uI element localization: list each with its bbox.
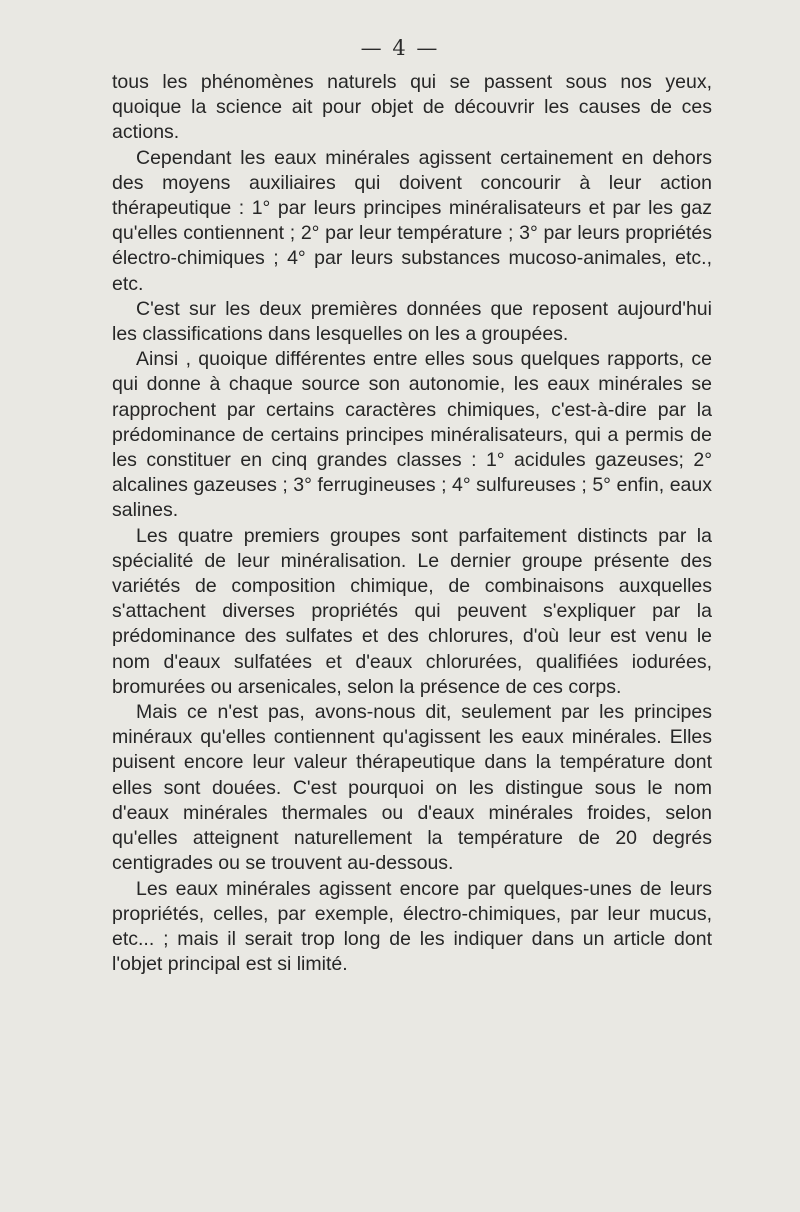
paragraph-1: tous les phénomènes naturels qui se passent sous nos yeux, quoique la science ait pour objet de découvrir les causes de ces actions. xyxy=(112,71,712,144)
paragraph-7: Les eaux minérales agissent encore par quelques-unes de leurs propriétés, celles, par exemple, électro-chimiques, par leur mucus, etc... ; mais il serait trop long de les indiquer dans un article dont l'objet principal est si limité. xyxy=(112,877,712,976)
paragraph-3: C'est sur les deux premières données que reposent aujourd'hui les classifications dans lesquelles on les a groupées. xyxy=(112,297,712,346)
paragraph-5: Les quatre premiers groupes sont parfaitement distincts par la spécialité de leur minéralisation. Le dernier groupe présente des variétés de composition chimique, de combinaisons auxquelles s'attachent diverses propriétés qui peuvent s'expliquer par la prédominance des sulfates et des chlorures, d'où leur est venu le nom d'eaux sulfatées et d'eaux chlorurées, qualifiées iodurées, bromurées ou arsenicales, selon la présence de ces corps. xyxy=(112,524,712,698)
body-text xyxy=(112,70,712,977)
page-number: — 4 — xyxy=(360,36,440,60)
paragraph-2: Cependant les eaux minérales agissent certainement en dehors des moyens auxiliaires qui doivent concourir à leur action thérapeutique : 1° par leurs principes minéralisateurs et par les gaz qu'elles contiennent ; 2° par leur température ; 3° par leurs propriétés électro-chimiques ; 4° par leurs substances mucoso-animales, etc., etc. xyxy=(112,146,712,295)
paragraph-6: Mais ce n'est pas, avons-nous dit, seulement par les principes minéraux qu'elles contiennent qu'agissent les eaux minérales. Elles puisent encore leur valeur thérapeutique dans la température dont elles sont douées. C'est pourquoi on les distingue sous le nom d'eaux minérales thermales ou d'eaux minérales froides, selon qu'elles atteignent naturellement la température de 20 degrés centigrades ou se trouvent au-dessous. xyxy=(112,701,712,875)
paragraph-4: Ainsi , quoique différentes entre elles sous quelques rapports, ce qui donne à chaque source son autonomie, les eaux minérales se rapprochent par certains caractères chimiques, c'est-à-dire par la prédominance de certains principes minéralisateurs, qui a permis de les constituer en cinq grandes classes : 1° acidules gazeuses; 2° alcalines gazeuses ; 3° ferrugineuses ; 4° sulfureuses ; 5° enfin, eaux salines. xyxy=(112,348,712,522)
